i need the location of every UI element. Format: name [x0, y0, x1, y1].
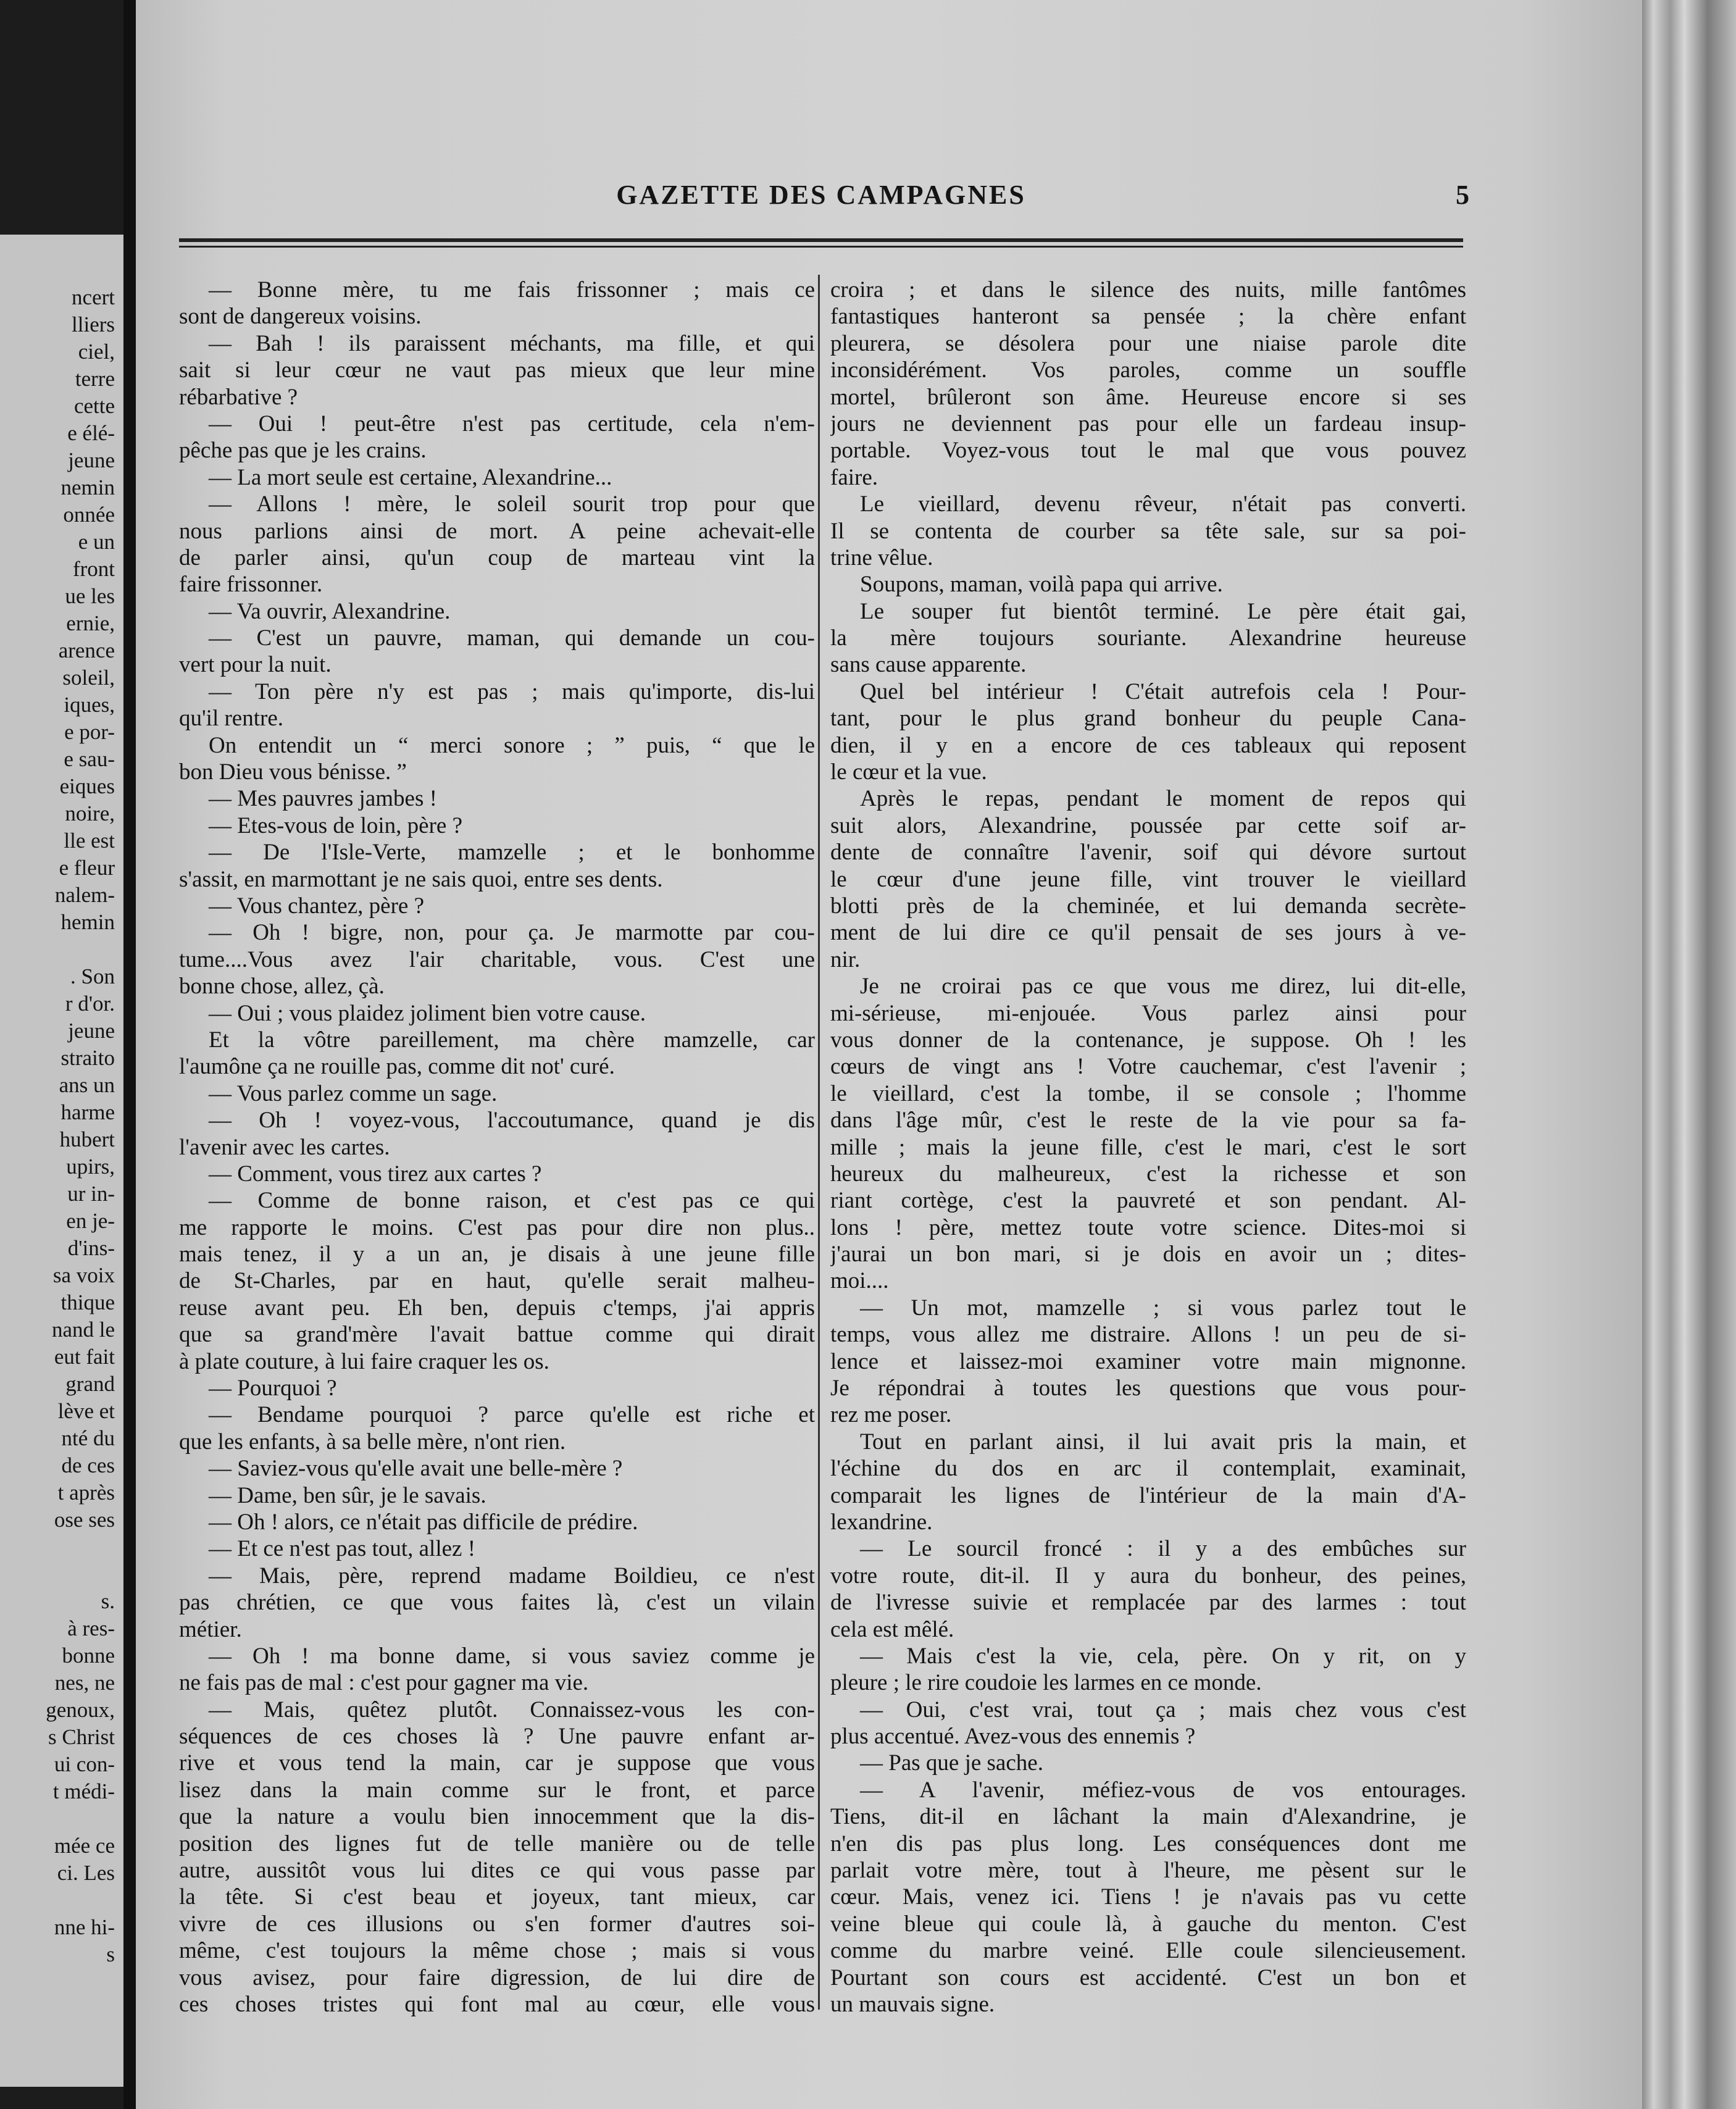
page-number: 5 — [1456, 180, 1469, 210]
text-line: j'aurai un bon mari, si je dois en avoir un ; dites- — [830, 1242, 1466, 1267]
margin-text-line: jeune — [68, 1019, 115, 1043]
margin-text-line: front — [72, 557, 115, 581]
margin-text-line: e fleur — [59, 856, 115, 880]
margin-text-line: lle est — [64, 829, 115, 853]
text-line: Il se contenta de courber sa tête sale, sur sa poi- — [830, 518, 1466, 544]
text-line: — Mais, père, reprend madame Boildieu, ce n'est — [209, 1563, 815, 1589]
text-line: cela est mêlé. — [830, 1616, 954, 1642]
text-line: temps, vous allez me distraire. Allons ! un peu de si- — [830, 1322, 1466, 1348]
text-line: Soupons, maman, voilà papa qui arrive. — [860, 572, 1223, 598]
margin-text-line: ose ses — [54, 1508, 115, 1532]
margin-text-line: genoux, — [46, 1698, 115, 1722]
text-line: que les enfants, à sa belle mère, n'ont rien. — [179, 1429, 566, 1455]
margin-text-line: e por- — [64, 720, 115, 744]
margin-text-line: lliers — [72, 312, 115, 336]
margin-text-line: iques, — [64, 693, 115, 717]
margin-text-line: lève et — [57, 1399, 115, 1423]
margin-text-line: e sau- — [64, 747, 115, 771]
text-line: — Comment, vous tirez aux cartes ? — [209, 1161, 542, 1187]
text-line: votre route, dit-il. Il y aura du bonheur, des peines, — [830, 1563, 1466, 1589]
text-line: rez me poser. — [830, 1402, 952, 1428]
margin-text-line: terre — [75, 367, 115, 391]
adjacent-page-margin — [0, 235, 123, 2087]
text-line: Après le repas, pendant le moment de repos qui — [860, 786, 1466, 812]
text-line: dien, il y en a encore de ces tableaux qui reposent — [830, 732, 1466, 758]
text-line: n'en dis pas plus long. Les conséquences dont me — [830, 1831, 1466, 1856]
text-line: mille ; mais la jeune fille, c'est le mari, c'est le sort — [830, 1134, 1466, 1160]
text-line: Je répondrai à toutes les questions que vous pour- — [830, 1376, 1466, 1401]
text-line: métier. — [179, 1616, 242, 1642]
text-line: — La mort seule est certaine, Alexandrine... — [209, 464, 612, 490]
text-line: — Mais, quêtez plutôt. Connaissez-vous les con- — [209, 1697, 815, 1723]
text-line: — Oui, c'est vrai, tout ça ; mais chez vous c'est — [860, 1697, 1466, 1723]
text-line: suit alors, Alexandrine, poussée par cette soif ar- — [830, 812, 1466, 838]
text-line: dente de connaître l'avenir, soif qui dévore surtout — [830, 840, 1466, 866]
text-line: le cœur d'une jeune fille, vint trouver le vieillard — [830, 866, 1466, 892]
text-line: — Allons ! mère, le soleil sourit trop pour que — [209, 491, 815, 517]
text-line: me rapporte le moins. C'est pas pour dire non plus.. — [179, 1214, 815, 1240]
margin-text-line: nalem- — [54, 883, 115, 907]
text-line: position des lignes fut de telle manière ou de telle — [179, 1831, 815, 1856]
text-line: Quel bel intérieur ! C'était autrefois cela ! Pour- — [860, 679, 1466, 704]
text-line: — Un mot, mamzelle ; si vous parlez tout le — [860, 1295, 1466, 1321]
text-line: veine bleue qui coule là, à gauche du menton. C'est — [830, 1911, 1466, 1937]
text-line: autre, aussitôt vous lui dites ce qui vous passe par — [179, 1858, 815, 1884]
text-line: Pourtant son cours est accidenté. C'est un bon et — [830, 1965, 1466, 1990]
margin-text-line: s Christ — [48, 1725, 115, 1749]
text-line: — Saviez-vous qu'elle avait une belle-mère ? — [209, 1456, 623, 1482]
margin-text-line: eiques — [59, 774, 115, 798]
text-line: sont de dangereux voisins. — [179, 304, 422, 330]
text-line: ne fais pas de mal : c'est pour gagner ma vie. — [179, 1670, 589, 1696]
text-line: trine vêlue. — [830, 545, 933, 570]
text-line: lons ! père, mettez toute votre science. Dites-moi si — [830, 1214, 1466, 1240]
text-line: rive et vous tend la main, car je suppose que vous — [179, 1750, 815, 1776]
right-text-column — [830, 277, 1466, 2018]
margin-text-line: à res- — [67, 1616, 115, 1640]
text-line: jours ne deviennent pas pour elle un fardeau insup- — [830, 411, 1466, 436]
text-line: — Ton père n'y est pas ; mais qu'importe, dis-lui — [209, 679, 815, 704]
text-line: — Dame, ben sûr, je le savais. — [209, 1482, 486, 1508]
margin-text-line: en je- — [66, 1209, 115, 1233]
left-text-column — [179, 277, 815, 2018]
text-line: comme du marbre veiné. Elle coule silencieusement. — [830, 1938, 1466, 1964]
text-line: croira ; et dans le silence des nuits, mille fantômes — [830, 277, 1466, 303]
text-line: mais tenez, il y a un an, je disais à une jeune fille — [179, 1242, 815, 1267]
text-line: — Oh ! alors, ce n'était pas difficile de prédire. — [209, 1509, 638, 1535]
margin-text-line: nemin — [61, 475, 115, 499]
text-line: — Oui ! peut-être n'est pas certitude, cela n'em- — [209, 411, 815, 436]
header-rule-thick — [179, 238, 1463, 242]
margin-text-line: upirs, — [66, 1155, 115, 1179]
margin-text-line: s. — [101, 1589, 115, 1613]
text-line: ment de lui dire ce qu'il pensait de ses jours à ve- — [830, 920, 1466, 946]
text-line: — Et ce n'est pas tout, allez ! — [209, 1536, 476, 1562]
margin-text-line: ui con- — [54, 1752, 115, 1776]
margin-text-line: grand — [65, 1372, 115, 1396]
page-header — [179, 179, 1469, 216]
margin-text-line: nand le — [51, 1318, 115, 1342]
text-line: la mère toujours souriante. Alexandrine heureuse — [830, 625, 1466, 651]
text-line: — Pas que je sache. — [860, 1750, 1043, 1776]
text-line: vous avisez, pour faire digression, de lui dire de — [179, 1965, 815, 1990]
text-line: — Le sourcil froncé : il y a des embûches sur — [860, 1536, 1466, 1562]
text-line: reuse avant peu. Eh ben, depuis c'temps, j'ai appris — [179, 1295, 815, 1321]
text-line: tume....Vous avez l'air charitable, vous. C'est une — [179, 946, 815, 972]
text-line: dans l'âge mûr, c'est le reste de la vie pour sa fa- — [830, 1108, 1466, 1134]
margin-text-line: mée ce — [54, 1834, 115, 1858]
text-line: — Va ouvrir, Alexandrine. — [209, 598, 451, 624]
text-line: de St-Charles, par en haut, qu'elle serait malheu- — [179, 1268, 815, 1294]
header-rule-thin — [179, 246, 1463, 248]
text-line: portable. Voyez-vous tout le mal que vous pouvez — [830, 438, 1466, 464]
text-line: blotti près de la cheminée, et lui demanda secrète- — [830, 893, 1466, 919]
column-divider — [818, 275, 820, 2010]
text-line: moi.... — [830, 1268, 889, 1294]
text-line: — De l'Isle-Verte, mamzelle ; et le bonhomme — [209, 840, 815, 866]
text-line: — Oh ! bigre, non, pour ça. Je marmotte par cou- — [209, 920, 815, 946]
text-line: s'assit, en marmottant je ne sais quoi, entre ses dents. — [179, 866, 663, 892]
margin-text-line: thique — [61, 1290, 115, 1314]
text-line: mortel, brûleront son âme. Heureuse encore si ses — [830, 384, 1466, 410]
text-line: cœurs de vingt ans ! Votre cauchemar, c'est l'avenir ; — [830, 1054, 1466, 1080]
text-line: que la nature a voulu bien innocemment que la dis- — [179, 1804, 815, 1830]
text-line: à plate couture, à lui faire craquer les os. — [179, 1348, 549, 1374]
margin-text-line: s — [106, 1942, 115, 1966]
margin-text-line: ans un — [59, 1073, 115, 1097]
margin-text-line: ciel, — [78, 340, 115, 364]
text-line: — A l'avenir, méfiez-vous de vos entourages. — [860, 1777, 1466, 1803]
text-line: — C'est un pauvre, maman, qui demande un cou- — [209, 625, 815, 651]
text-line: inconsidérément. Vos paroles, comme un souffle — [830, 357, 1466, 383]
text-line: vert pour la nuit. — [179, 652, 332, 678]
binding-gutter — [123, 0, 136, 2109]
text-line: nir. — [830, 946, 861, 972]
text-line: sans cause apparente. — [830, 652, 1027, 678]
margin-text-line: nne hi- — [54, 1915, 115, 1939]
text-line: — Etes-vous de loin, père ? — [209, 812, 462, 838]
text-line: — Comme de bonne raison, et c'est pas ce qui — [209, 1188, 815, 1214]
text-line: — Oui ; vous plaidez joliment bien votre cause. — [209, 1000, 646, 1026]
text-line: l'aumône ça ne rouille pas, comme dit not' curé. — [179, 1054, 615, 1080]
text-line: pas chrétien, ce que vous faites là, c'est un vilain — [179, 1590, 815, 1616]
text-line: cœur. Mais, venez ici. Tiens ! je n'avais pas vu cette — [830, 1884, 1466, 1910]
text-line: ces choses tristes qui font mal au cœur, elle vous — [179, 1992, 815, 2017]
text-line: de l'ivresse suivie et remplacée par des larmes : tout — [830, 1590, 1466, 1616]
text-line: rébarbative ? — [179, 384, 298, 410]
margin-text-line: straito — [61, 1046, 115, 1070]
text-line: faire. — [830, 464, 878, 490]
text-line: que sa grand'mère l'avait battue comme qui dirait — [179, 1322, 815, 1348]
text-line: sait si leur cœur ne vaut pas mieux que leur mine — [179, 357, 815, 383]
margin-text-line: onnée — [63, 503, 115, 527]
text-line: nous parlions ainsi de mort. A peine achevait-elle — [179, 518, 815, 544]
newspaper-title: GAZETTE DES CAMPAGNES — [616, 180, 1026, 210]
text-line: — Oh ! voyez-vous, l'accoutumance, quand je dis — [209, 1108, 815, 1134]
margin-text-line: ci. Les — [57, 1861, 115, 1885]
text-line: bonne chose, allez, çà. — [179, 974, 385, 1000]
text-line: plus accentué. Avez-vous des ennemis ? — [830, 1724, 1196, 1750]
margin-text-line: . Son — [70, 964, 115, 988]
margin-text-line: ur in- — [67, 1182, 115, 1206]
text-line: fantastiques hanteront sa pensée ; la chère enfant — [830, 304, 1466, 330]
text-line: le cœur et la vue. — [830, 759, 987, 785]
text-line: — Mes pauvres jambes ! — [209, 786, 437, 812]
text-line: riant cortège, c'est la pauvreté et son pendant. Al- — [830, 1188, 1466, 1214]
text-line: Et la vôtre pareillement, ma chère mamzelle, car — [209, 1027, 815, 1053]
text-line: — Bonne mère, tu me fais frissonner ; mais ce — [209, 277, 815, 303]
text-line: lisez dans la main comme sur le front, et parce — [179, 1777, 815, 1803]
margin-text-line: e élé- — [67, 421, 115, 445]
text-line: séquences de ces choses là ? Une pauvre enfant ar- — [179, 1724, 815, 1750]
margin-text-line: eut fait — [54, 1345, 115, 1369]
margin-text-line: ernie, — [66, 611, 115, 635]
text-line: un mauvais signe. — [830, 1992, 995, 2017]
margin-text-line: de ces — [61, 1453, 115, 1477]
text-line: pleurera, se désolera pour une niaise parole dite — [830, 330, 1466, 356]
margin-text-line: hubert — [59, 1127, 115, 1151]
text-line: — Pourquoi ? — [209, 1376, 337, 1401]
text-line: faire frissonner. — [179, 572, 323, 598]
margin-text-line: noire, — [65, 801, 115, 825]
margin-text-line: cette — [73, 394, 115, 418]
margin-text-line: t après — [57, 1480, 115, 1505]
text-line: l'échine du dos en arc il contemplait, examinait, — [830, 1456, 1466, 1482]
margin-text-line: t médi- — [52, 1779, 115, 1803]
text-line: comparait les lignes de l'intérieur de la main d'A- — [830, 1482, 1466, 1508]
text-line: pêche pas que je les crains. — [179, 438, 427, 464]
text-line: la tête. Si c'est beau et joyeux, tant mieux, car — [179, 1884, 815, 1910]
margin-text-line: e un — [78, 530, 115, 554]
text-line: le vieillard, c'est la tombe, il se console ; l'homme — [830, 1080, 1466, 1106]
margin-text-line: nté du — [61, 1426, 115, 1450]
text-line: lence et laissez-moi examiner votre main mignonne. — [830, 1348, 1466, 1374]
text-line: mi-sérieuse, mi-enjouée. Vous parlez ainsi pour — [830, 1000, 1466, 1026]
margin-text-line: soleil, — [62, 666, 115, 690]
text-line: — Mais c'est la vie, cela, père. On y rit, on y — [860, 1643, 1466, 1669]
margin-text-line: sa voix — [52, 1263, 115, 1287]
margin-text-line: hemin — [61, 910, 115, 934]
margin-text-line: jeune — [68, 448, 115, 472]
margin-text-line: harme — [61, 1100, 115, 1124]
text-line: On entendit un “ merci sonore ; ” puis, “ que le — [209, 732, 815, 758]
text-line: Tiens, dit-il en lâchant la main d'Alexandrine, je — [830, 1804, 1466, 1830]
text-line: de parler ainsi, qu'un coup de marteau vint la — [179, 545, 815, 570]
text-line: Le souper fut bientôt terminé. Le père était gai, — [860, 598, 1466, 624]
text-line: lexandrine. — [830, 1509, 933, 1535]
text-line: Le vieillard, devenu rêveur, n'était pas converti. — [860, 491, 1466, 517]
margin-text-line: ue les — [65, 584, 115, 608]
text-line: parlait votre mère, tout à l'heure, me pèsent sur le — [830, 1858, 1466, 1884]
text-line: vivre de ces illusions ou s'en former d'autres soi- — [179, 1911, 815, 1937]
text-line: — Oh ! ma bonne dame, si vous saviez comme je — [209, 1643, 815, 1669]
margin-text-line: r d'or. — [65, 992, 115, 1016]
text-line: — Vous chantez, père ? — [209, 893, 424, 919]
margin-text-line: d'ins- — [67, 1236, 115, 1260]
margin-text-line: bonne — [62, 1643, 115, 1668]
margin-text-line: nes, ne — [54, 1671, 115, 1695]
page-edge-stack — [1642, 0, 1736, 2109]
text-line: vous donner de la contenance, je suppose. Oh ! les — [830, 1027, 1466, 1053]
text-line: Tout en parlant ainsi, il lui avait pris la main, et — [860, 1429, 1466, 1455]
text-line: qu'il rentre. — [179, 706, 283, 732]
text-line: — Bendame pourquoi ? parce qu'elle est riche et — [209, 1402, 815, 1428]
text-line: même, c'est toujours la même chose ; mais si vous — [179, 1938, 815, 1964]
text-line: bon Dieu vous bénisse. ” — [179, 759, 407, 785]
text-line: pleure ; le rire coudoie les larmes en ce monde. — [830, 1670, 1262, 1696]
text-line: — Vous parlez comme un sage. — [209, 1080, 498, 1106]
text-line: Je ne croirai pas ce que vous me direz, lui dit-elle, — [860, 974, 1466, 1000]
text-line: tant, pour le plus grand bonheur du peuple Cana- — [830, 706, 1466, 732]
text-line: l'avenir avec les cartes. — [179, 1134, 390, 1160]
margin-text-line: ncert — [72, 285, 115, 309]
text-line: — Bah ! ils paraissent méchants, ma fille, et qui — [209, 330, 815, 356]
margin-text-line: arence — [58, 638, 115, 662]
text-line: heureux du malheureux, c'est la richesse et son — [830, 1161, 1466, 1187]
